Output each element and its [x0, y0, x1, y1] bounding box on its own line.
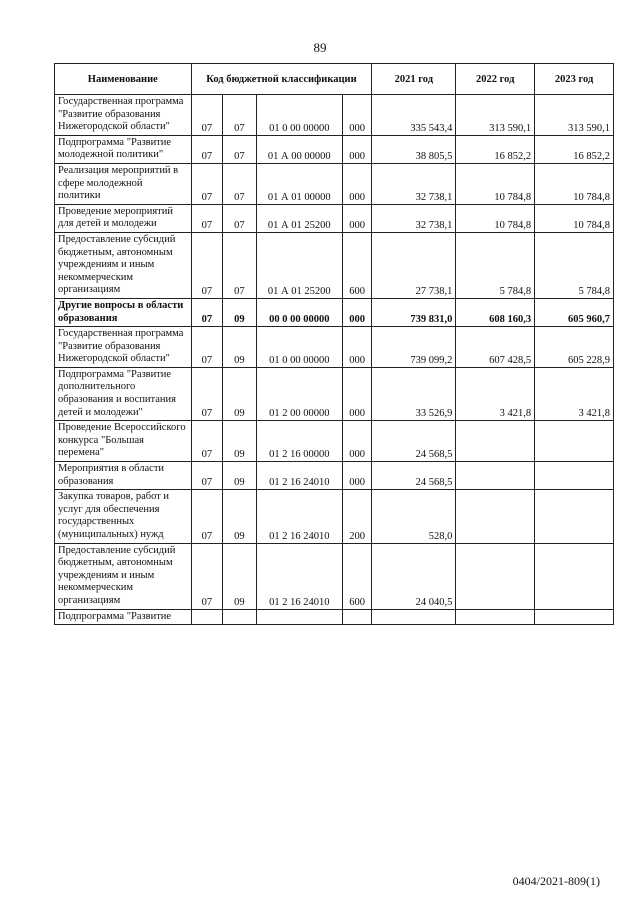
row-target-article: 01 2 00 00000	[256, 367, 342, 420]
row-target-article: 01 2 16 24010	[256, 490, 342, 543]
header-2022: 2022 год	[456, 64, 535, 95]
table-row	[55, 163, 614, 204]
row-name: Государственная программа "Развитие образования Нижегородской области"	[55, 327, 192, 368]
row-value-2023	[535, 543, 614, 609]
row-name: Предоставление субсидий бюджетным, автономным учреждениям и иным некоммерческим организациям	[55, 543, 192, 609]
table-row	[55, 543, 614, 609]
page-number: 89	[313, 40, 327, 55]
row-value-2022	[456, 609, 535, 625]
row-value-2021: 24 568,5	[372, 421, 456, 462]
row-name: Проведение мероприятий для детей и молодежи	[55, 204, 192, 232]
row-value-2022: 16 852,2	[456, 135, 535, 163]
row-value-2021: 24 040,5	[372, 543, 456, 609]
row-subsection: 09	[223, 462, 257, 490]
budget-table	[54, 63, 614, 625]
row-value-2022: 607 428,5	[456, 327, 535, 368]
row-name: Предоставление субсидий бюджетным, автономным учреждениям и иным некоммерческим организациям	[55, 232, 192, 298]
row-section: 07	[191, 298, 223, 326]
table-row	[55, 204, 614, 232]
row-target-article: 01 А 01 25200	[256, 232, 342, 298]
row-value-2023: 313 590,1	[535, 95, 614, 136]
row-target-article: 01 2 16 24010	[256, 543, 342, 609]
row-expense-type: 000	[342, 367, 371, 420]
row-value-2023: 605 228,9	[535, 327, 614, 368]
table-row	[55, 95, 614, 136]
row-section: 07	[191, 462, 223, 490]
row-value-2023	[535, 462, 614, 490]
row-target-article: 01 А 00 00000	[256, 135, 342, 163]
row-expense-type: 000	[342, 462, 371, 490]
row-value-2023: 5 784,8	[535, 232, 614, 298]
header-2023: 2023 год	[535, 64, 614, 95]
row-section: 07	[191, 232, 223, 298]
document-code: 0404/2021-809(1)	[512, 874, 600, 888]
row-value-2022	[456, 421, 535, 462]
row-expense-type: 600	[342, 543, 371, 609]
row-value-2022	[456, 462, 535, 490]
row-value-2021: 33 526,9	[372, 367, 456, 420]
table-row	[55, 135, 614, 163]
row-subsection: 09	[223, 490, 257, 543]
row-subsection: 09	[223, 298, 257, 326]
row-value-2021: 528,0	[372, 490, 456, 543]
row-name: Реализация мероприятий в сфере молодежной политики	[55, 163, 192, 204]
header-code: Код бюджетной классификации	[191, 64, 372, 95]
row-expense-type: 000	[342, 163, 371, 204]
row-subsection: 09	[223, 543, 257, 609]
row-expense-type: 600	[342, 232, 371, 298]
row-section: 07	[191, 421, 223, 462]
row-section: 07	[191, 327, 223, 368]
table-row	[55, 609, 614, 625]
row-subsection: 09	[223, 327, 257, 368]
table-row	[55, 298, 614, 326]
row-value-2023	[535, 609, 614, 625]
row-section: 07	[191, 490, 223, 543]
row-value-2022: 3 421,8	[456, 367, 535, 420]
row-section: 07	[191, 95, 223, 136]
row-subsection: 07	[223, 232, 257, 298]
row-subsection: 07	[223, 95, 257, 136]
row-value-2022: 10 784,8	[456, 163, 535, 204]
row-subsection: 09	[223, 367, 257, 420]
row-value-2021: 24 568,5	[372, 462, 456, 490]
row-section: 07	[191, 163, 223, 204]
row-section: 07	[191, 543, 223, 609]
row-value-2022	[456, 543, 535, 609]
row-name: Подпрограмма "Развитие дополнительного образования и воспитания детей и молодежи"	[55, 367, 192, 420]
row-value-2021: 335 543,4	[372, 95, 456, 136]
row-value-2023: 10 784,8	[535, 163, 614, 204]
row-target-article: 01 0 00 00000	[256, 95, 342, 136]
row-target-article	[256, 609, 342, 625]
row-value-2021: 27 738,1	[372, 232, 456, 298]
row-subsection	[223, 609, 257, 625]
row-name: Закупка товаров, работ и услуг для обеспечения государственных (муниципальных) нужд	[55, 490, 192, 543]
row-subsection: 09	[223, 421, 257, 462]
row-name: Подпрограмма "Развитие	[55, 609, 192, 625]
row-target-article: 00 0 00 00000	[256, 298, 342, 326]
row-value-2022: 5 784,8	[456, 232, 535, 298]
row-subsection: 07	[223, 204, 257, 232]
row-subsection: 07	[223, 163, 257, 204]
row-value-2023: 3 421,8	[535, 367, 614, 420]
row-value-2023: 10 784,8	[535, 204, 614, 232]
header-2021: 2021 год	[372, 64, 456, 95]
row-value-2021: 38 805,5	[372, 135, 456, 163]
table-row	[55, 490, 614, 543]
row-expense-type: 000	[342, 298, 371, 326]
row-value-2022	[456, 490, 535, 543]
row-expense-type: 000	[342, 327, 371, 368]
table-row	[55, 327, 614, 368]
row-expense-type: 000	[342, 204, 371, 232]
row-section: 07	[191, 204, 223, 232]
row-section	[191, 609, 223, 625]
row-value-2022: 313 590,1	[456, 95, 535, 136]
row-expense-type: 000	[342, 421, 371, 462]
header-name: Наименование	[55, 64, 192, 95]
row-value-2021: 739 831,0	[372, 298, 456, 326]
row-expense-type	[342, 609, 371, 625]
table-row	[55, 232, 614, 298]
row-target-article: 01 0 00 00000	[256, 327, 342, 368]
row-subsection: 07	[223, 135, 257, 163]
row-expense-type: 000	[342, 95, 371, 136]
table-row	[55, 421, 614, 462]
row-value-2021: 32 738,1	[372, 204, 456, 232]
row-name: Другие вопросы в области образования	[55, 298, 192, 326]
row-value-2023	[535, 421, 614, 462]
table-row	[55, 367, 614, 420]
row-name: Мероприятия в области образования	[55, 462, 192, 490]
row-target-article: 01 А 01 00000	[256, 163, 342, 204]
row-name: Государственная программа "Развитие образования Нижегородской области"	[55, 95, 192, 136]
row-value-2022: 608 160,3	[456, 298, 535, 326]
table-row	[55, 462, 614, 490]
row-section: 07	[191, 367, 223, 420]
row-value-2023	[535, 490, 614, 543]
row-target-article: 01 А 01 25200	[256, 204, 342, 232]
row-value-2023: 605 960,7	[535, 298, 614, 326]
row-name: Подпрограмма "Развитие молодежной политики"	[55, 135, 192, 163]
row-section: 07	[191, 135, 223, 163]
row-expense-type: 200	[342, 490, 371, 543]
row-value-2023: 16 852,2	[535, 135, 614, 163]
table-header-row	[55, 64, 614, 95]
row-name: Проведение Всероссийского конкурса "Большая перемена"	[55, 421, 192, 462]
row-target-article: 01 2 16 00000	[256, 421, 342, 462]
row-value-2021: 32 738,1	[372, 163, 456, 204]
row-value-2021	[372, 609, 456, 625]
row-target-article: 01 2 16 24010	[256, 462, 342, 490]
row-expense-type: 000	[342, 135, 371, 163]
row-value-2021: 739 099,2	[372, 327, 456, 368]
row-value-2022: 10 784,8	[456, 204, 535, 232]
